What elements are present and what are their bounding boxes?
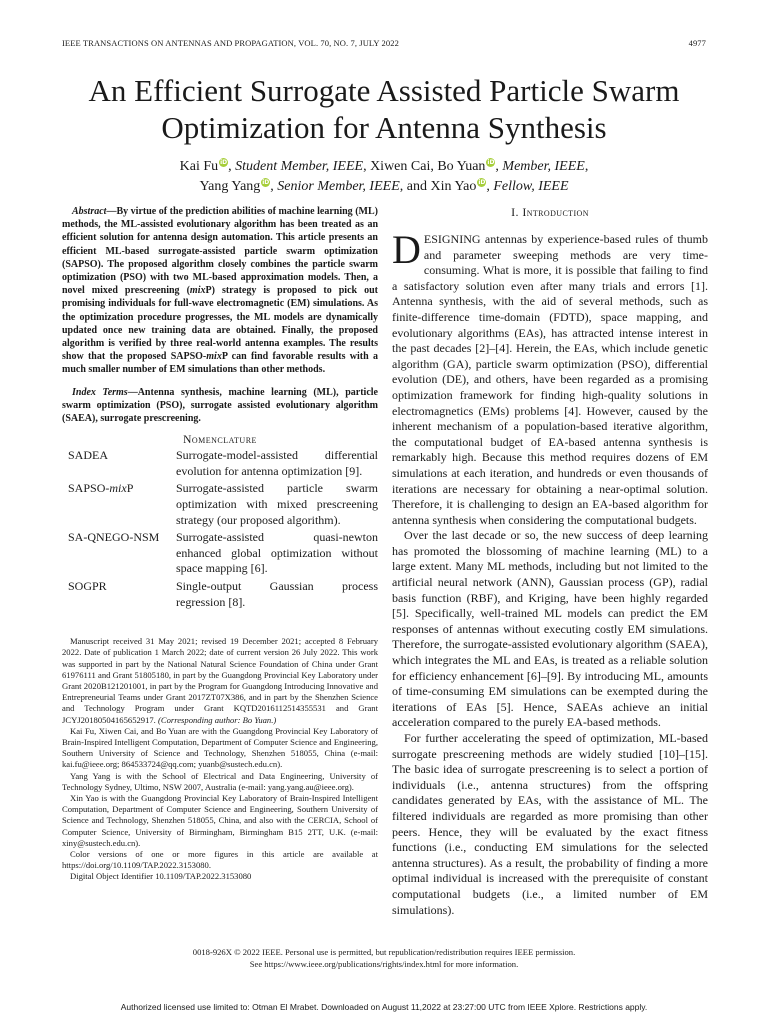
nomenclature-definition: Surrogate-assisted particle swarm optimization with mixed prescreening strategy (our proposed algorithm).: [176, 481, 378, 527]
nomenclature-term: SADEA: [68, 448, 109, 463]
nomenclature-item: [62, 579, 378, 610]
nomenclature-heading-text: Nomenclature: [183, 434, 257, 447]
nomenclature-list: [62, 448, 378, 610]
nomenclature-definition: Single-output Gaussian process regression [8].: [176, 579, 378, 609]
abstract-text: By virtue of the prediction abilities of machine learning (ML) methods, the ML-assisted evolutionary algorithm has been treated as an efficient solution for antenna design automation. This article presents an efficient ML-based surrogate-assisted particle swarm optimization (SAPSO). The proposed algorithm closely combines the particle swarm optimization (PSO) with two ML-based approximation models. Then, a novel mixed prescreening (: [62, 206, 378, 297]
paragraph-text: ESIGNING antennas by experience-based rules of thumb and parameter sweeping methods are very time-consuming. What is more, it is possible that failing to find a satisfactory solution even after many trials and errors [1]. Antenna synthesis, with the aid of several methods, such as finite-difference time-domain (FDTD), space mapping, and evolutionary algorithms (EAs), has attracted intense interest in the past decades [2]–[4]. Herein, the EAs, which include genetic algorithm (GA), particle swarm optimization (PSO), differential evolution (DE), and others, have been regarded as a promising optimization framework for finding high-quality solutions in electromagnetics (EMs) problems [4]. However, caused by the inherent mechanism of a population-based iterative algorithm, the computational budget of EA-based antenna synthesis is remarkably high. Because this method requires dozens of EM simulations at each iteration, and hundreds or even thousands of iterations are necessary for obtaining a near-optimal solution. Therefore, it is challenging to design an EA-based algorithm for antenna synthesis when considering the computational budgets.: [392, 232, 708, 527]
abstract-italic: mix: [189, 285, 206, 297]
section-title: Introduction: [522, 205, 589, 219]
abstract-text: P) strategy is proposed to pick out promising individuals for full-wave electromagnetic (EM) simulations. As the optimization procedure progresses, the ML models are dynamically updated once new training data are obtained. Finally, the proposed algorithm is verified by three real-world antenna examples. The results show that the proposed SAPSO-: [62, 285, 379, 363]
author-name: Xiwen Cai: [370, 159, 431, 174]
right-column: [392, 205, 708, 918]
index-terms-text: Antenna synthesis, machine learning (ML), particle swarm optimization (PSO), surrogate assisted evolutionary algorithm (SAEA), surrogate prescreening.: [62, 386, 378, 425]
index-terms-dash: —: [127, 386, 138, 398]
running-head: [62, 38, 706, 48]
nomenclature-term: SOGPR: [68, 579, 107, 593]
nomenclature-term: [62, 481, 176, 528]
author-name: Bo Yuan: [437, 159, 486, 174]
abstract: [62, 205, 378, 377]
nomenclature-item: [62, 481, 378, 528]
left-column: [62, 205, 378, 883]
term-part: P: [126, 481, 134, 496]
nomenclature-item: [62, 448, 378, 479]
index-terms-label: Index Terms: [72, 386, 128, 398]
orcid-icon[interactable]: iD: [478, 179, 486, 187]
corresponding-author: (Corresponding author: Bo Yuan.): [157, 714, 277, 725]
author-name: Xin Yao: [430, 179, 477, 194]
doi-note: Digital Object Identifier 10.1109/TAP.2022.3153080: [70, 871, 252, 882]
color-note: Color versions of one or more figures in this article are available at https://doi.org/10.1109/TAP.2022.3153080.: [62, 849, 378, 871]
title-line-2: Optimization for Antenna Synthesis: [161, 110, 607, 145]
orcid-icon[interactable]: iD: [487, 159, 495, 167]
nomenclature-term: SA-QNEGO-NSM: [68, 530, 160, 545]
nomenclature-definition: Surrogate-model-assisted differential evolution for antenna optimization [9].: [176, 448, 378, 478]
author-role: Senior Member, IEEE: [277, 179, 400, 194]
paragraph: For further accelerating the speed of optimization, ML-based surrogate prescreening methods are widely studied [10]–[15]. The basic idea of surrogate prescreening is to select a portion of individuals (i.e., antenna structures) from the offspring candidates generated by EAs, with the assistance of ML. The filtered individuals are regarded as more promising than other peers. Hence, they will be evaluated by the exact fitness functions (i.e., conducting EM simulations for the selected antenna structures). As a result, the probability of finding a more optimal individual is increased with the prerequisite of constant computational budgets (i.e., a limited number of EM simulations).: [392, 731, 708, 917]
orcid-icon[interactable]: iD: [262, 179, 270, 187]
section-heading: [392, 205, 708, 220]
index-terms: [62, 386, 378, 426]
manuscript-note: [62, 636, 378, 726]
journal-name: IEEE TRANSACTIONS ON ANTENNAS AND PROPAGATION, VOL. 70, NO. 7, JULY 2022: [62, 38, 399, 48]
author-list: [60, 157, 708, 197]
abstract-italic: mix: [206, 351, 222, 363]
section-number: I.: [511, 205, 519, 219]
term-part: SAPSO-: [68, 481, 110, 496]
title-line-1: An Efficient Surrogate Assisted Particle Swarm: [88, 73, 680, 108]
introduction-body: [392, 227, 708, 918]
affiliation-note: Kai Fu, Xiwen Cai, and Bo Yuan are with the Guangdong Provincial Key Laboratory of Brain-Inspired Intelligent Computation, Department of Computer Science and Engineering, Southern University of Science and Technology, Shenzhen 518055, China (e-mail: kai.fu@ieee.org; 864533724@qq.com; yuanb@sustech.edu.cn).: [62, 725, 378, 770]
page-number: 4977: [688, 38, 706, 48]
copyright-line-1: 0018-926X © 2022 IEEE. Personal use is permitted, but republication/redistribution requires IEEE permission.: [192, 947, 576, 957]
nomenclature-item: [62, 530, 378, 577]
paper-title: [40, 72, 728, 146]
paragraph: [392, 227, 708, 528]
author-name: Yang Yang: [199, 179, 261, 194]
author-line-1: Kai Fu iD, Student Member, IEEE, Xiwen Cai, Bo Yuan iD, Member, IEEE,: [179, 159, 589, 174]
nomenclature-heading: [62, 434, 378, 446]
term-italic: mix: [109, 481, 127, 496]
author-name: Kai Fu: [179, 159, 219, 174]
author-role: Student Member, IEEE: [235, 159, 364, 174]
abstract-label: Abstract: [72, 206, 107, 217]
drop-cap: D: [392, 227, 421, 272]
nomenclature-definition: Surrogate-assisted quasi-newton enhanced global optimization without space mapping [6].: [176, 530, 378, 576]
author-conjunction: and: [406, 179, 427, 194]
paragraph: Over the last decade or so, the new success of deep learning has promoted the blossoming of machine learning (ML) to a large extent. Many ML methods, including but not limited to the artificial neural network (ANN), Gaussian process (GP), radial basis function (RBF), and Kriging, have been highly regarded [5]. Specifically, well-trained ML models can predict the EM responses of antennas without executing costly EM simulations. Therefore, the surrogate-assisted evolutionary algorithm (SAEA), which integrates the ML and EAs, is treated as a reliable solution for efficiency enhancement [6]–[9]. By introducing ML, amounts of time-consuming EM simulations can be exempted during the iterations of EAs [5]. Hence, SAEAs achieve an initial acceleration compared to the purely EA-based methods.: [392, 528, 708, 730]
author-role: Fellow, IEEE: [493, 179, 569, 194]
manuscript-note-text: Manuscript received 31 May 2021; revised 19 December 2021; accepted 8 February 2022. Date of publication 1 March 2022; date of current version 26 July 2022. This work was supported in part by the National Natural Science Foundation of China under Grant 61976111 and Grant 51805180, in part by the Guangdong Provincial Key Laboratory under Grant 2020B121201001, in part by the Program for Guangdong Introducing Innovative and Entrepreneurial Teams under Grant 2017ZT07X386, and in part by the Shenzhen Science and Technology Program under Grant KQTD2016112514355531 and Grant JCYJ20180504165652917.: [62, 636, 378, 725]
affiliation-note: Xin Yao is with the Guangdong Provincial Key Laboratory of Brain-Inspired Intelligent Computation, Department of Computer Science and Engineering, Southern University of Science and Technology, Shenzhen 518055, China, and also with the CERCIA, School of Computer Science, University of Birmingham, Birmingham B15 2TT, U.K. (e-mail: xiny@sustech.edu.cn).: [62, 793, 378, 848]
author-line-2: Yang Yang iD, Senior Member, IEEE, and Xin Yao iD, Fellow, IEEE: [199, 179, 569, 194]
footnotes: [62, 636, 378, 882]
abstract-text: P can find favorable results with a much smaller number of EM simulations than other methods.: [62, 351, 378, 376]
author-role: Member, IEEE: [502, 159, 585, 174]
orcid-icon[interactable]: iD: [220, 159, 228, 167]
copyright-notice: [62, 947, 706, 970]
license-notice: Authorized licensed use limited to: Otman El Mrabet. Downloaded on August 11,2022 at 23:27:00 UTC from IEEE Xplore. Restrictions apply.: [120, 1002, 648, 1012]
affiliation-note: Yang Yang is with the School of Electrical and Data Engineering, University of Technology Sydney, Ultimo, NSW 2007, Australia (e-mail: yang.yang.au@ieee.org).: [62, 770, 378, 792]
copyright-line-2: See https://www.ieee.org/publications/rights/index.html for more information.: [249, 958, 519, 969]
abstract-dash: —: [106, 206, 117, 217]
